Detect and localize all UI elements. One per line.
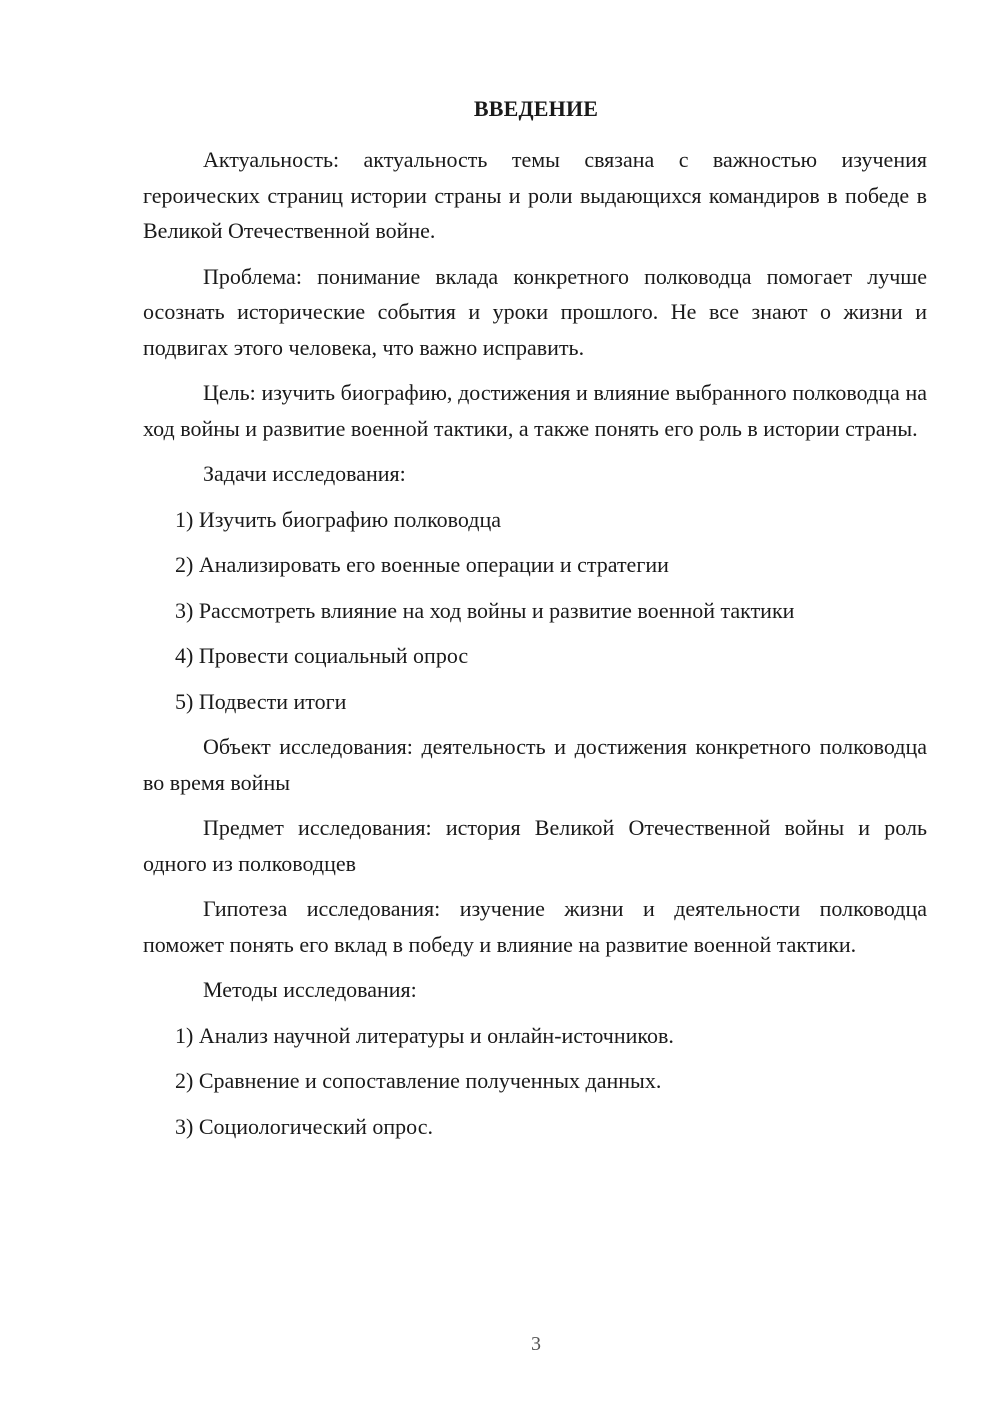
method-item: 1) Анализ научной литературы и онлайн-источников.: [175, 1022, 674, 1048]
page-heading: ВВЕДЕНИЕ: [473, 96, 599, 121]
subject-paragraph: Предмет исследования: история Великой Отечественной войны и роль одного из полководцев: [143, 815, 927, 876]
object-paragraph: Объект исследования: деятельность и достижения конкретного полководца во время войны: [143, 734, 927, 795]
relevance-paragraph: Актуальность: актуальность темы связана с важностью изучения героических страниц истории страны и роли выдающихся командиров в победе в Великой Отечественной войне.: [143, 147, 927, 243]
problem-paragraph: Проблема: понимание вклада конкретного полководца помогает лучше осознать исторические события и уроки прошлого. Не все знают о жизни и подвигах этого человека, что важно исправить.: [143, 263, 927, 360]
methods-heading: Методы исследования:: [203, 977, 417, 1002]
task-item: 3) Рассмотреть влияние на ход войны и развитие военной тактики: [175, 597, 795, 623]
tasks-heading: Задачи исследования:: [203, 461, 406, 486]
goal-paragraph: Цель: изучить биографию, достижения и влияние выбранного полководца на ход войны и развитие военной тактики, а также понять его роль в истории страны.: [143, 380, 927, 441]
hypothesis-paragraph: Гипотеза исследования: изучение жизни и деятельности полководца поможет понять его вклад в победу и влияние на развитие военной тактики.: [143, 896, 927, 957]
page-number: 3: [531, 1333, 541, 1355]
method-item: 2) Сравнение и сопоставление полученных данных.: [175, 1068, 662, 1093]
task-item: 5) Подвести итоги: [175, 688, 347, 714]
task-item: 4) Провести социальный опрос: [175, 643, 469, 668]
method-item: 3) Социологический опрос.: [175, 1113, 433, 1139]
task-item: 1) Изучить биографию полководца: [175, 506, 502, 532]
document-body: [143, 142, 927, 1154]
task-item: 2) Анализировать его военные операции и стратегии: [175, 552, 669, 577]
